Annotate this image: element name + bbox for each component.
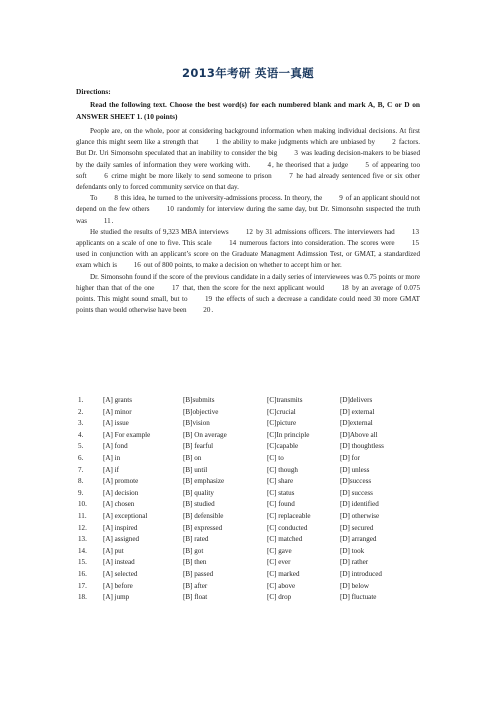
passage-text: Dr. Simonsohn found if the score of the previous candidate in a daily series of interviewees was 0.75 points or more higher than that of the one [76, 272, 420, 292]
blank-number: 11 [103, 216, 111, 225]
options-table [76, 396, 420, 605]
passage-text: To [90, 194, 100, 203]
option-b: [B] defensible [183, 511, 224, 520]
option-b: [B] On average [183, 430, 227, 439]
blank-number: 13 [411, 227, 419, 236]
passage-text: . [211, 306, 214, 315]
option-row [76, 431, 420, 443]
option-c: [C] though [267, 465, 298, 474]
option-b: [B] float [183, 593, 208, 602]
blank-number: 3 [294, 149, 298, 158]
option-c: [C]capable [267, 442, 299, 451]
blank-number: 1 [215, 138, 220, 147]
option-d: [D] for [340, 453, 360, 462]
passage-text: People are, on the whole, poor at considering background information when making individual decisions. At first glance this might seem like a strength that [76, 127, 420, 147]
option-c: [C] marked [267, 569, 300, 578]
option-a: [A] if [103, 465, 119, 474]
option-a: [A] decision [103, 488, 139, 497]
option-c: [C]In principle [267, 430, 310, 439]
option-c: [C] status [267, 488, 295, 497]
directions-label: Directions: [76, 87, 111, 96]
option-b: [B]submits [183, 396, 215, 404]
option-b: [B] after [183, 581, 208, 590]
blank-number: 4 [267, 160, 272, 169]
option-row [76, 593, 420, 605]
option-row [76, 535, 420, 547]
option-b: [B] got [183, 546, 204, 555]
question-number: 6. [78, 453, 84, 462]
cloze-passage [76, 126, 420, 316]
option-d: [D] arranged [340, 535, 377, 544]
option-row [76, 454, 420, 466]
blank-number: 19 [204, 295, 213, 304]
passage-text: numerous factors into consideration. The scores were [237, 239, 397, 248]
option-b: [B] rated [183, 535, 209, 544]
option-row [76, 442, 420, 454]
option-a: [A] minor [103, 407, 132, 416]
option-row [76, 524, 420, 536]
option-row [76, 489, 420, 501]
question-number: 16. [78, 569, 87, 578]
passage-text: of an applicant should not depend on the few others [76, 194, 420, 214]
option-c: [C] found [267, 500, 295, 509]
option-row [76, 408, 420, 420]
option-d: [D] otherwise [340, 511, 380, 520]
option-d: [D]success [340, 477, 372, 486]
blank-number: 18 [341, 283, 349, 292]
passage-text: He studied the results of 9,323 MBA interviews [90, 227, 231, 236]
blank-number: 17 [171, 283, 180, 292]
option-row [76, 570, 420, 582]
blank-number: 20 [203, 306, 211, 315]
option-b: [B] studied [183, 500, 215, 509]
blank-number: 12 [245, 227, 253, 236]
option-row [76, 500, 420, 512]
option-b: [B] on [183, 453, 202, 462]
passage-text: crime might be more likely to send someone to prison [108, 171, 275, 180]
blank-number: 2 [392, 138, 396, 147]
option-d: [D] secured [340, 523, 374, 532]
option-row [76, 466, 420, 478]
option-b: [B] fearful [183, 442, 214, 451]
passage-text: randomly for interview during the same day, but Dr. Simonsohn suspected the truth was [76, 205, 420, 225]
option-a: [A] chosen [103, 500, 135, 509]
blank-number: 10 [166, 205, 174, 214]
passage-text: that, then the score for the next applicant would [180, 283, 327, 292]
passage-text: the ability to make judgments which are unbiased by [220, 138, 378, 147]
question-number: 17. [78, 581, 87, 590]
option-row [76, 396, 420, 408]
question-number: 9. [78, 488, 84, 497]
passage-text: by 31 admissions officers. The interviewers had [253, 227, 397, 236]
option-c: [C]crucial [267, 407, 296, 416]
option-a: [A] in [103, 453, 121, 462]
blank-number: 9 [339, 194, 343, 203]
option-c: [C] replaceable [267, 511, 311, 520]
blank-number: 5 [365, 160, 369, 169]
option-c: [C] matched [267, 535, 303, 544]
passage-paragraph [76, 227, 420, 272]
passage-text: . [111, 216, 114, 225]
option-a: [A] before [103, 581, 133, 590]
question-number: 7. [78, 465, 84, 474]
question-number: 5. [78, 442, 84, 451]
question-number: 11. [78, 511, 87, 520]
blank-number: 16 [133, 261, 141, 270]
option-d: [D]Above all [340, 430, 378, 439]
option-row [76, 512, 420, 524]
option-a: [A] jump [103, 593, 130, 602]
question-number: 3. [78, 419, 84, 428]
option-row [76, 419, 420, 431]
option-c: [C]transmits [267, 396, 303, 404]
blank-number: 7 [289, 171, 293, 180]
option-d: [D] unless [340, 465, 370, 474]
passage-paragraph [76, 272, 420, 317]
option-b: [B] expressed [183, 523, 223, 532]
option-a: [A] assigned [103, 535, 140, 544]
option-a: [A] grants [103, 396, 132, 404]
option-d: [D]external [340, 419, 373, 428]
blank-number: 15 [411, 239, 419, 248]
blank-number: 8 [114, 194, 118, 203]
option-a: [A] selected [103, 569, 138, 578]
option-d: [D] identified [340, 500, 379, 509]
option-b: [B] quality [183, 488, 214, 497]
passage-text: out of 800 points, to make a decision on whether to accept him or her. [141, 261, 342, 270]
option-a: [A] issue [103, 419, 129, 428]
option-d: [D] external [340, 407, 375, 416]
passage-paragraph [76, 126, 420, 193]
option-c: [C] ever [267, 558, 291, 567]
option-a: [A] fond [103, 442, 128, 451]
passage-text: he had already sentenced five or six other defendants only to forced community service on that day. [76, 171, 420, 192]
blank-number: 14 [229, 239, 237, 248]
question-number: 13. [78, 535, 87, 544]
option-b: [B]vision [183, 419, 210, 428]
question-number: 10. [78, 500, 87, 509]
page-title: 2013年考研 英语一真题 [182, 66, 314, 80]
passage-text: factors. But Dr. Uri Simonsohn speculated that an inability to consider the big [76, 138, 420, 158]
option-b: [B] then [183, 558, 207, 567]
question-number: 8. [78, 477, 84, 486]
passage-text: by an average of 0.075 points. This might sound small, but to [76, 283, 420, 304]
passage-text: was leading decision-makers to be biased by the daily samles of information they were working with. [76, 149, 420, 169]
question-number: 12. [78, 523, 87, 532]
question-number: 18. [78, 593, 87, 602]
passage-text: used in conjunction with an applicant’s score on the Graduate Managment Adimssion Test, or GMAT, a standardized exam which is [76, 250, 420, 270]
question-number: 2. [78, 407, 84, 416]
passage-text: applicants on a scale of one to five. This scale [76, 239, 215, 248]
option-c: [C] to [267, 453, 284, 462]
option-c: [C] gave [267, 546, 292, 555]
option-b: [B]objective [183, 407, 219, 416]
option-b: [B] emphasize [183, 477, 225, 486]
option-d: [D] fluctuate [340, 593, 377, 602]
option-row [76, 477, 420, 489]
option-d: [D] thoughtless [340, 442, 384, 451]
passage-text: , he theorised that a judge [272, 160, 351, 169]
option-c: [C]picture [267, 419, 297, 428]
passage-paragraph [76, 193, 420, 227]
passage-text: the effects of such a decrease a candidate could need 30 more GMAT points than would otherwise have been [76, 295, 420, 315]
option-c: [C] above [267, 581, 296, 590]
instruction-text: Read the following text. Choose the best word(s) for each numbered blank and mark A, B, C or D on ANSWER SHEET 1. (10 points) [76, 100, 420, 121]
option-row [76, 547, 420, 559]
option-b: [B] passed [183, 569, 214, 578]
question-number: 1. [78, 396, 84, 404]
passage-text: of appearing too soft [76, 160, 420, 180]
option-d: [D] introduced [340, 569, 382, 578]
option-d: [D]delivers [340, 396, 373, 404]
option-d: [D] success [340, 488, 373, 497]
option-a: [A] instead [103, 558, 135, 567]
question-number: 4. [78, 430, 84, 439]
option-a: [A] promote [103, 477, 139, 486]
question-number: 15. [78, 558, 87, 567]
option-b: [B] until [183, 465, 208, 474]
question-number: 14. [78, 546, 87, 555]
option-a: [A] inspired [103, 523, 138, 532]
option-d: [D] took [340, 546, 365, 555]
option-a: [A] For example [103, 430, 151, 439]
option-row [76, 582, 420, 594]
option-c: [C] drop [267, 593, 292, 602]
blank-number: 6 [104, 171, 108, 180]
option-d: [D] below [340, 581, 369, 590]
option-c: [C] share [267, 477, 294, 486]
option-row [76, 558, 420, 570]
option-a: [A] exceptional [103, 511, 148, 520]
option-d: [D] rather [340, 558, 369, 567]
option-c: [C] conducted [267, 523, 308, 532]
option-a: [A] put [103, 546, 124, 555]
passage-text: this idea, he turned to the university-admissions process. In theory, the [118, 194, 325, 203]
